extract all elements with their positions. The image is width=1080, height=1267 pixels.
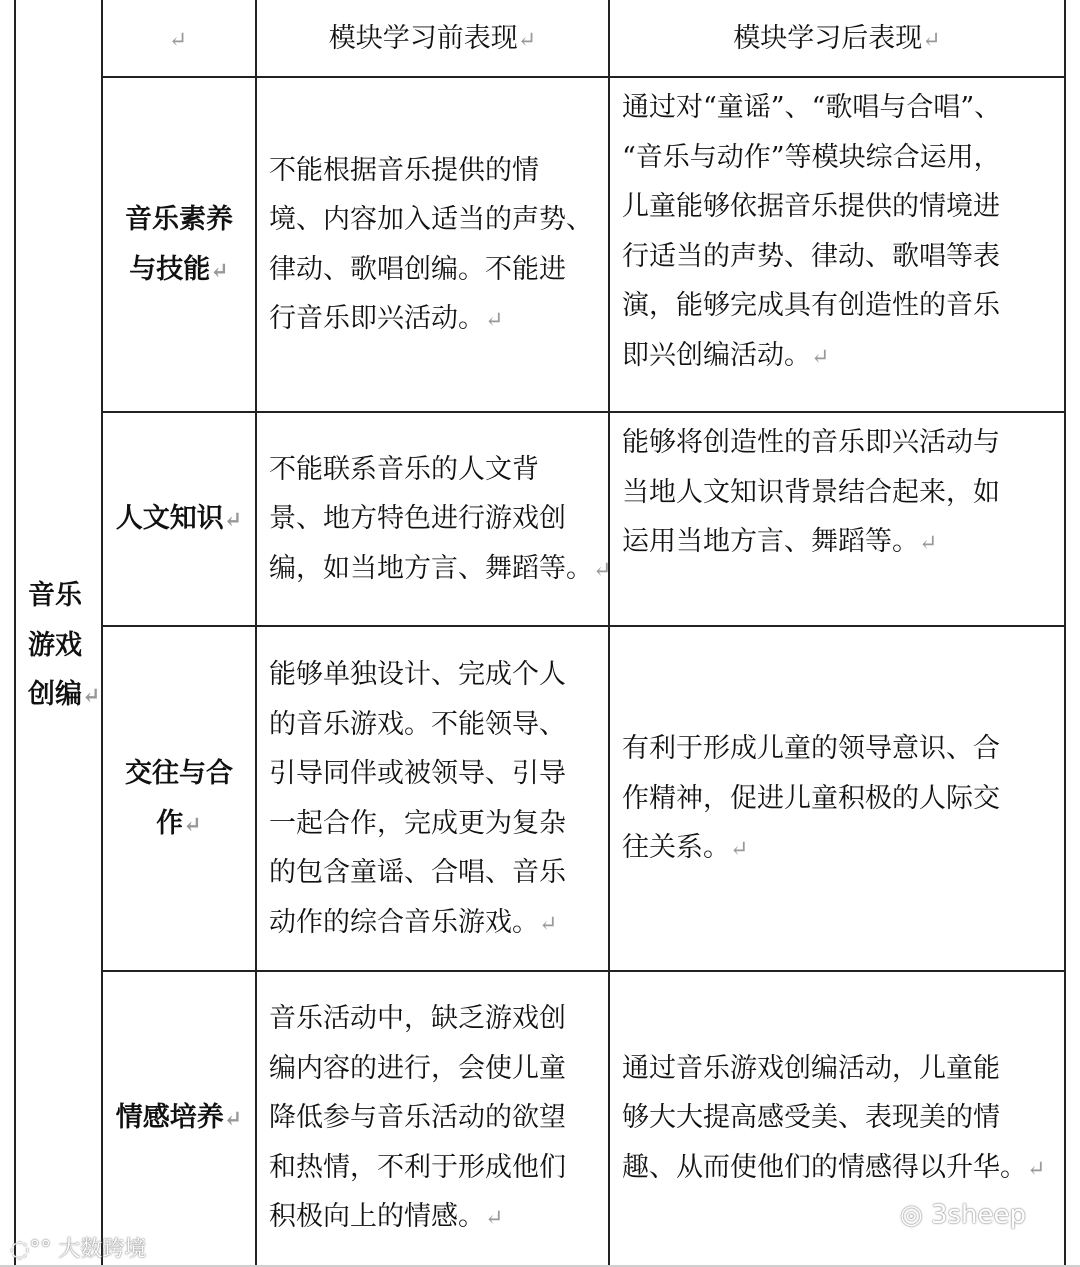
- header-before: [256, 14, 609, 66]
- text-line: [622, 517, 1000, 569]
- text-line: [622, 1044, 1045, 1094]
- return-mark: ↵: [223, 1106, 243, 1133]
- row-label: [102, 494, 256, 546]
- header-empty-cell: [101, 14, 255, 66]
- text-line-content: 的包含童谣、合唱、音乐: [269, 857, 566, 888]
- text-line-content: 够大大提高感受美、表现美的情: [622, 1102, 1000, 1134]
- after-cell: [622, 1044, 1045, 1195]
- header-after-text: 模块学习后表现: [733, 23, 923, 54]
- return-mark: ↵: [223, 507, 243, 534]
- text-line-content: 能够单独设计、完成个人: [269, 659, 566, 690]
- text-line: [102, 1093, 256, 1145]
- text-line: [269, 898, 566, 950]
- return-mark: ↵: [210, 257, 229, 284]
- text-line-content: 编内容的进行，会使儿童: [269, 1052, 566, 1084]
- text-line-content: 情感培养: [115, 1102, 224, 1134]
- text-line-content: 有利于形成儿童的领导意识、合: [622, 733, 1000, 765]
- text-line-content: 能够将创造性的音乐即兴活动与: [622, 427, 1000, 458]
- text-line-content: 境、内容加入适当的声势、: [269, 204, 593, 235]
- text-line: [622, 823, 1000, 875]
- text-line-content: 律动、歌唱创编。不能进: [269, 253, 566, 285]
- return-mark: ↵: [1027, 1156, 1046, 1182]
- text-line-content: 行音乐即兴活动。: [269, 303, 485, 334]
- text-line: [102, 494, 256, 546]
- watermark-right: [900, 1200, 1026, 1230]
- return-mark: ↵: [539, 911, 558, 937]
- return-mark: ↵: [517, 28, 537, 53]
- text-line: [102, 799, 256, 851]
- table-border: [101, 76, 1066, 78]
- text-line-content: 通过音乐游戏创编活动，儿童能: [622, 1052, 1000, 1084]
- text-line: [269, 1044, 566, 1094]
- text-line-content: 积极向上的情感。: [269, 1201, 485, 1233]
- category-cell: [28, 571, 100, 722]
- text-line: [269, 1143, 566, 1193]
- text-line-content: 引导同伴或被领导、引导: [269, 758, 566, 789]
- return-mark: ↵: [593, 557, 612, 583]
- after-cell: [622, 724, 1000, 875]
- text-line: [269, 544, 611, 596]
- text-line-content: 趣、从而使他们的情感得以升华。: [622, 1151, 1027, 1183]
- text-line-content: 景、地方特色进行游戏创: [269, 503, 566, 535]
- text-line: [622, 468, 1000, 518]
- text-line-content: 一起合作，完成更为复杂: [269, 807, 566, 839]
- text-line: [102, 195, 256, 245]
- text-line-content: 与技能: [129, 253, 211, 285]
- text-line-content: 动作的综合音乐游戏。: [269, 906, 539, 938]
- text-line-content: 不能根据音乐提供的情: [269, 154, 539, 186]
- before-cell: [269, 146, 593, 346]
- text-line-content: 演，能够完成具有创造性的音乐: [622, 290, 1000, 321]
- return-mark: ↵: [168, 28, 188, 53]
- text-line: [269, 848, 566, 898]
- return-mark: ↵: [922, 28, 941, 53]
- text-line: [622, 1143, 1045, 1195]
- text-line-content: 创编: [28, 679, 82, 710]
- return-mark: ↵: [811, 344, 830, 370]
- header-after: [609, 14, 1065, 66]
- table-border: [608, 0, 610, 1265]
- text-line-content: 不能联系音乐的人文背: [269, 453, 539, 485]
- table-border: [14, 0, 16, 1265]
- text-line: [622, 133, 1001, 183]
- text-line: [269, 994, 566, 1044]
- text-line: [28, 670, 100, 722]
- text-line-content: 人文知识: [115, 503, 224, 535]
- text-line-content: 当地人文知识背景结合起来，如: [622, 476, 1000, 508]
- watermark-logo-icon: ◌°°: [10, 1237, 52, 1262]
- return-mark: ↵: [919, 531, 938, 556]
- text-line-content: 往关系。: [622, 832, 730, 864]
- text-line: [622, 281, 1001, 331]
- text-line: [622, 418, 1000, 468]
- return-mark: ↵: [183, 811, 202, 838]
- text-line: [622, 331, 1001, 383]
- text-line-content: 音乐素养: [125, 204, 233, 235]
- wechat-icon: ◎: [900, 1200, 923, 1230]
- text-line: [622, 182, 1001, 232]
- text-line: [269, 146, 593, 196]
- text-line: [269, 445, 611, 495]
- text-line: [269, 195, 593, 245]
- watermark-left: [10, 1232, 146, 1263]
- header-before-text: 模块学习前表现: [328, 23, 518, 54]
- watermark-right-text: 3sheep: [930, 1200, 1027, 1230]
- table-border: [255, 0, 257, 1265]
- text-line: [102, 245, 256, 297]
- text-line: [622, 232, 1001, 282]
- text-line-content: 的音乐游戏。不能领导、: [269, 708, 566, 740]
- text-line-content: 作: [156, 807, 184, 839]
- text-line: [622, 724, 1000, 774]
- text-line-content: 音乐: [28, 580, 82, 611]
- table-border: [1064, 0, 1066, 1265]
- return-mark: ↵: [485, 1206, 504, 1232]
- table-border: [101, 970, 1066, 972]
- return-mark: ↵: [485, 308, 504, 333]
- before-cell: [269, 650, 566, 949]
- text-line: [269, 1192, 566, 1244]
- after-cell: [622, 418, 1000, 569]
- text-line: [269, 650, 566, 700]
- text-line-content: 行适当的声势、律动、歌唱等表: [622, 240, 1000, 272]
- before-cell: [269, 994, 566, 1244]
- text-line: [269, 245, 593, 295]
- text-line-content: 降低参与音乐活动的欲望: [269, 1102, 566, 1134]
- row-label: [102, 1093, 256, 1145]
- text-line: [269, 799, 566, 849]
- table-border: [101, 411, 1066, 413]
- text-line: [622, 1093, 1045, 1143]
- text-line-content: 游戏: [28, 629, 82, 661]
- text-line: [269, 294, 593, 346]
- text-line-content: 编，如当地方言、舞蹈等。: [269, 552, 593, 584]
- text-line-content: 和热情，不利于形成他们: [269, 1151, 566, 1183]
- text-line-content: 儿童能够依据音乐提供的情境进: [622, 191, 1000, 222]
- text-line-content: 音乐活动中，缺乏游戏创: [269, 1003, 566, 1035]
- text-line-content: 交往与合: [125, 758, 233, 789]
- text-line: [269, 1093, 566, 1143]
- text-line-content: 作精神，促进儿童积极的人际交: [622, 782, 1000, 814]
- text-line: [269, 494, 611, 544]
- after-cell: [622, 83, 1001, 382]
- text-line: [269, 700, 566, 750]
- text-line: [622, 774, 1000, 824]
- before-cell: [269, 445, 611, 596]
- text-line: [622, 83, 1001, 133]
- text-line: [269, 749, 566, 799]
- text-line: [102, 749, 256, 799]
- watermark-left-text: 大数跨境: [58, 1237, 147, 1262]
- row-label: [102, 195, 256, 296]
- table-border: [101, 625, 1066, 627]
- return-mark: ↵: [82, 683, 101, 709]
- table-border: [101, 0, 103, 1265]
- row-label: [102, 749, 256, 850]
- text-line-content: “音乐与动作”等模块综合运用，: [622, 141, 1001, 173]
- text-line-content: 即兴创编活动。: [622, 339, 811, 371]
- return-mark: ↵: [730, 837, 749, 863]
- text-line: [28, 571, 100, 621]
- text-line-content: 运用当地方言、舞蹈等。: [622, 526, 919, 557]
- text-line-content: 通过对“童谣”、“歌唱与合唱”、: [622, 92, 1002, 123]
- text-line: [28, 621, 100, 671]
